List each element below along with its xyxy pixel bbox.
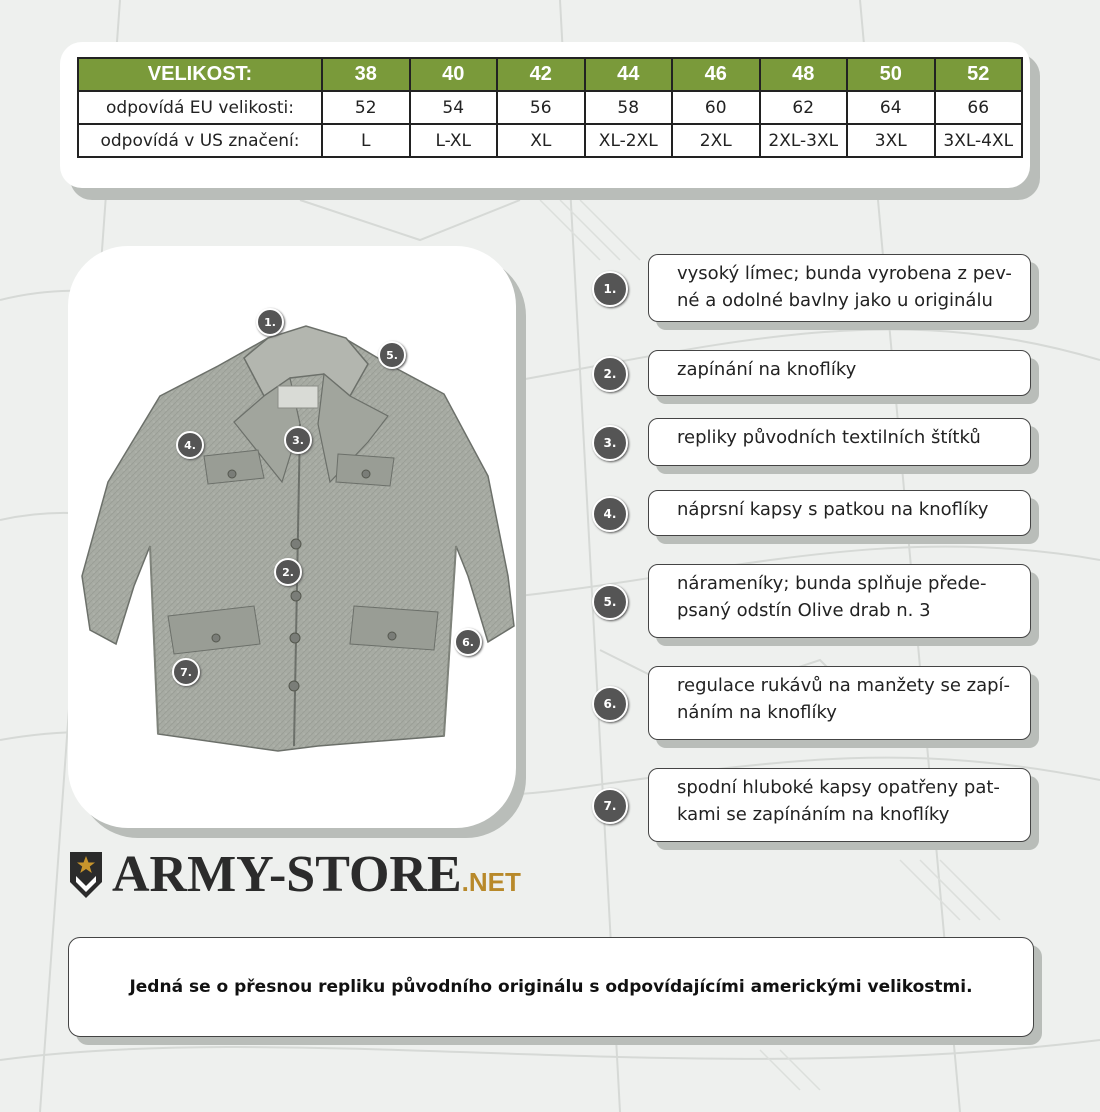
logo-text [112, 848, 521, 909]
feature-item [648, 768, 1031, 842]
jacket-image [68, 246, 516, 828]
size-cell: 42 [497, 58, 585, 91]
feature-line: nárameníky; bunda splňuje přede- [677, 573, 987, 594]
marker-4: 4. [176, 431, 204, 459]
feature-line: náním na knoflíky [677, 702, 837, 723]
feature-line: spodní hluboké kapsy opatřeny pat- [677, 777, 1000, 798]
feature-number: 1. [592, 271, 628, 307]
us-size-cell: 3XL-4XL [935, 124, 1023, 157]
eu-size-cell: 64 [847, 91, 935, 124]
feature-line: vysoký límec; bunda vyrobena z pev- [677, 263, 1012, 284]
size-cell: 48 [760, 58, 848, 91]
feature-item [648, 490, 1031, 536]
eu-size-cell: 58 [585, 91, 673, 124]
feature-line: né a odolné bavlny jako u originálu [677, 290, 993, 311]
feature-line: repliky původních textilních štítků [677, 427, 981, 448]
eu-size-row [78, 91, 1022, 124]
star-shield-icon [66, 848, 106, 902]
feature-number: 4. [592, 496, 628, 532]
size-cell: 50 [847, 58, 935, 91]
feature-item [648, 418, 1031, 466]
size-cell: 44 [585, 58, 673, 91]
product-image-card [68, 246, 516, 828]
feature-number: 3. [592, 425, 628, 461]
feature-line: regulace rukávů na manžety se zapí- [677, 675, 1011, 696]
eu-row-label: odpovídá EU velikosti: [78, 91, 322, 124]
marker-5: 5. [378, 341, 406, 369]
eu-size-cell: 54 [410, 91, 498, 124]
marker-6: 6. [454, 628, 482, 656]
us-size-cell: 2XL [672, 124, 760, 157]
feature-line: kami se zapínáním na knoflíky [677, 804, 950, 825]
us-size-cell: 3XL [847, 124, 935, 157]
feature-line: náprsní kapsy s patkou na knoflíky [677, 499, 989, 520]
bottom-note [68, 937, 1034, 1037]
eu-size-cell: 60 [672, 91, 760, 124]
feature-item [648, 254, 1031, 322]
us-row-label: odpovídá v US značení: [78, 124, 322, 157]
size-header-label: VELIKOST: [78, 58, 322, 91]
feature-number: 5. [592, 584, 628, 620]
feature-number: 2. [592, 356, 628, 392]
marker-2: 2. [274, 558, 302, 586]
feature-item [648, 564, 1031, 638]
us-size-cell: XL-2XL [585, 124, 673, 157]
size-cell: 38 [322, 58, 410, 91]
size-table-card [60, 42, 1030, 188]
size-cell: 46 [672, 58, 760, 91]
us-size-cell: L-XL [410, 124, 498, 157]
feature-number: 6. [592, 686, 628, 722]
logo-main: ARMY-STORE [112, 846, 462, 903]
marker-3: 3. [284, 426, 312, 454]
us-size-row [78, 124, 1022, 157]
eu-size-cell: 66 [935, 91, 1023, 124]
marker-1: 1. [256, 308, 284, 336]
feature-item [648, 350, 1031, 396]
logo-suffix: .NET [461, 867, 521, 897]
us-size-cell: L [322, 124, 410, 157]
eu-size-cell: 52 [322, 91, 410, 124]
feature-number: 7. [592, 788, 628, 824]
feature-item [648, 666, 1031, 740]
eu-size-cell: 56 [497, 91, 585, 124]
size-cell: 52 [935, 58, 1023, 91]
army-store-logo [66, 848, 526, 902]
feature-line: zapínání na knoflíky [677, 359, 857, 380]
size-cell: 40 [410, 58, 498, 91]
us-size-cell: 2XL-3XL [760, 124, 848, 157]
feature-line: psaný odstín Olive drab n. 3 [677, 600, 931, 621]
size-table [77, 57, 1023, 158]
size-header-row [78, 58, 1022, 91]
us-size-cell: XL [497, 124, 585, 157]
note-text: Jedná se o přesnou repliku původního originálu s odpovídajícími americkými velikostmi. [129, 977, 973, 997]
eu-size-cell: 62 [760, 91, 848, 124]
marker-7: 7. [172, 658, 200, 686]
